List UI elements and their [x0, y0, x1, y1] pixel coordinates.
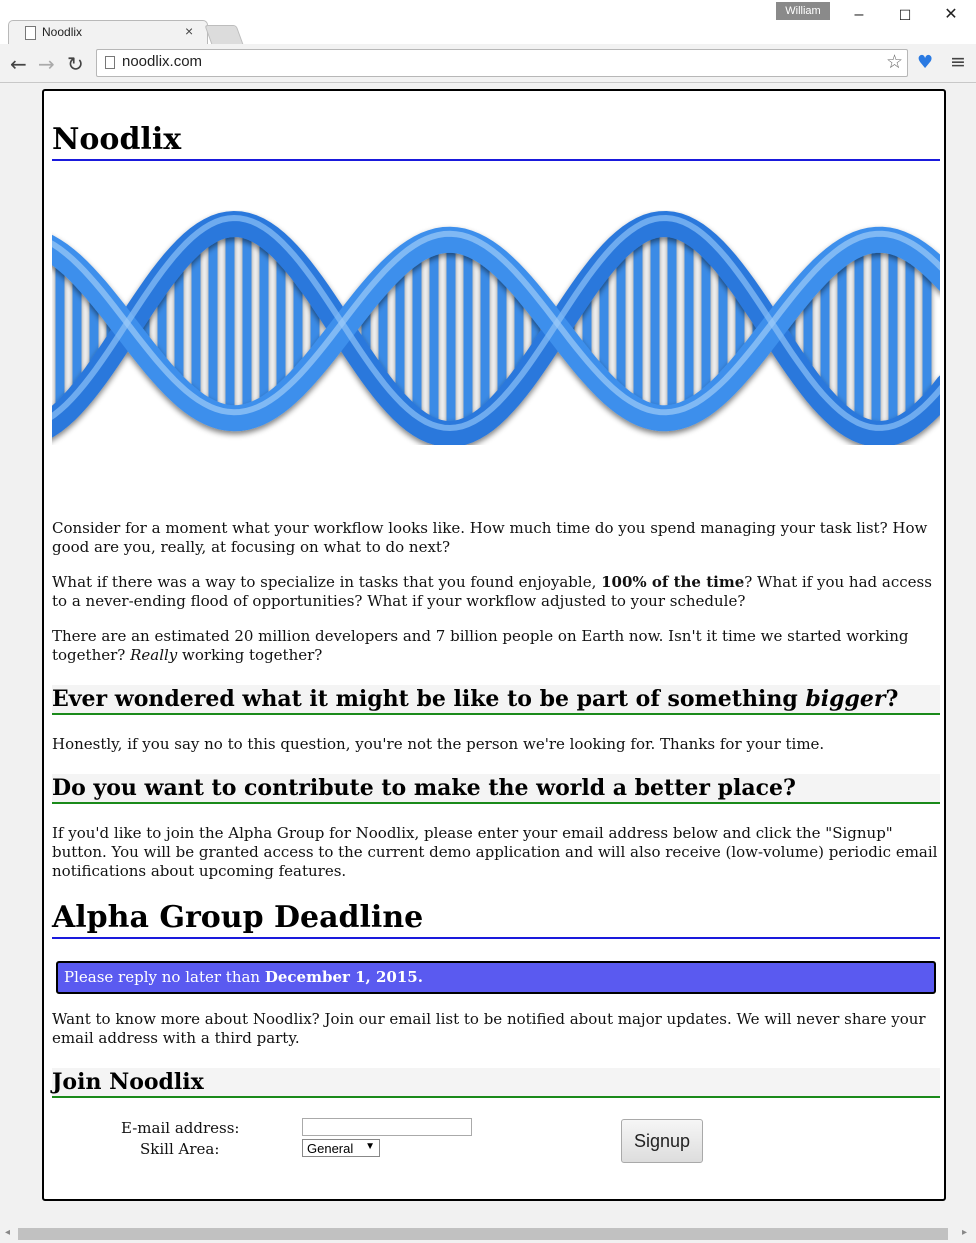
skill-area-select[interactable]	[302, 1139, 380, 1157]
reload-icon[interactable]: ↻	[67, 52, 84, 76]
scroll-right-icon[interactable]: ▸	[962, 1227, 968, 1238]
address-bar[interactable]	[96, 49, 908, 77]
signup-form	[52, 1116, 940, 1186]
intro-p3-emphasis: Really	[130, 646, 178, 664]
forward-arrow-icon[interactable]: →	[38, 52, 55, 76]
page-title: Noodlix	[52, 91, 940, 161]
tab-title: Noodlix	[42, 25, 83, 39]
heading-wondered-tail: ?	[885, 686, 899, 712]
signup-button[interactable]: Signup	[621, 1119, 703, 1163]
intro-p3-text: There are an estimated 20 million developers and 7 billion people on Earth now. Isn't it time we started working together?	[52, 627, 909, 664]
heading-contribute: Do you want to contribute to make the world a better place?	[52, 774, 940, 804]
menu-icon[interactable]: ≡	[950, 51, 966, 73]
scrollbar-thumb[interactable]	[18, 1228, 948, 1240]
intro-p2-bold: 100% of the time	[601, 573, 745, 591]
intro-paragraph-1: Consider for a moment what your workflow looks like. How much time do you spend managing your task list? How good are you, really, at focusing on what to do next?	[52, 519, 928, 556]
email-input[interactable]	[302, 1118, 472, 1136]
title-bar	[0, 0, 976, 44]
minimize-button[interactable]: –	[854, 6, 864, 23]
scroll-left-icon[interactable]: ◂	[5, 1227, 11, 1238]
intro-p3-tail: working together?	[177, 646, 323, 664]
deadline-notice	[56, 961, 936, 994]
heading-wondered	[52, 685, 940, 715]
contribute-paragraph: If you'd like to join the Alpha Group for Noodlix, please enter your email address below and click the "Signup" button. You will be granted access to the current demo application and will also receive (low-volume) periodic email notifications about upcoming features.	[52, 824, 938, 880]
intro-p2-tail: ? What if you had access to a never-ending flood of opportunities? What if your workflow adjusted to your schedule?	[52, 573, 932, 610]
skill-label: Skill Area:	[140, 1140, 220, 1158]
notice-date: December 1, 2015.	[264, 968, 423, 986]
extension-icon[interactable]: ♥	[917, 52, 934, 73]
tab-noodlix[interactable]	[8, 20, 208, 45]
page-icon	[25, 26, 36, 40]
new-tab-button[interactable]	[204, 25, 243, 45]
heading-join: Join Noodlix	[52, 1068, 940, 1098]
maximize-button[interactable]: ☐	[898, 7, 912, 23]
page-viewport	[0, 84, 976, 1225]
dna-helix-image	[52, 179, 940, 489]
profile-button[interactable]: William	[776, 2, 830, 20]
heading-wondered-emphasis: bigger	[805, 686, 886, 712]
chevron-down-icon: ▼	[365, 1141, 375, 1152]
horizontal-scrollbar[interactable]	[0, 1225, 976, 1243]
close-window-button[interactable]: ✕	[944, 6, 958, 23]
heading-wondered-text: Ever wondered what it might be like to be part of something	[52, 686, 806, 712]
email-label: E-mail address:	[121, 1119, 240, 1137]
notice-text: Please reply no later than	[64, 968, 265, 986]
toolbar	[0, 44, 976, 83]
heading-deadline: Alpha Group Deadline	[52, 881, 940, 939]
intro-paragraph-2	[52, 573, 940, 611]
intro-p2-text: What if there was a way to specialize in tasks that you found enjoyable,	[52, 573, 602, 591]
skill-selected-value: General	[307, 1141, 354, 1156]
more-paragraph: Want to know more about Noodlix? Join our email list to be notified about major updates. We will never share your email address with a third party.	[52, 1010, 926, 1047]
wondered-paragraph: Honestly, if you say no to this question, you're not the person we're looking for. Thanks for your time.	[52, 735, 825, 753]
intro-paragraph-3	[52, 627, 940, 665]
content-card	[42, 89, 946, 1201]
back-arrow-icon[interactable]: ←	[10, 52, 27, 76]
url-text[interactable]: noodlix.com	[122, 53, 203, 70]
star-icon[interactable]: ☆	[885, 51, 903, 73]
tab-close-icon[interactable]: ×	[185, 23, 194, 39]
page-icon	[105, 56, 115, 69]
browser-chrome	[0, 0, 976, 84]
content	[52, 91, 940, 1186]
